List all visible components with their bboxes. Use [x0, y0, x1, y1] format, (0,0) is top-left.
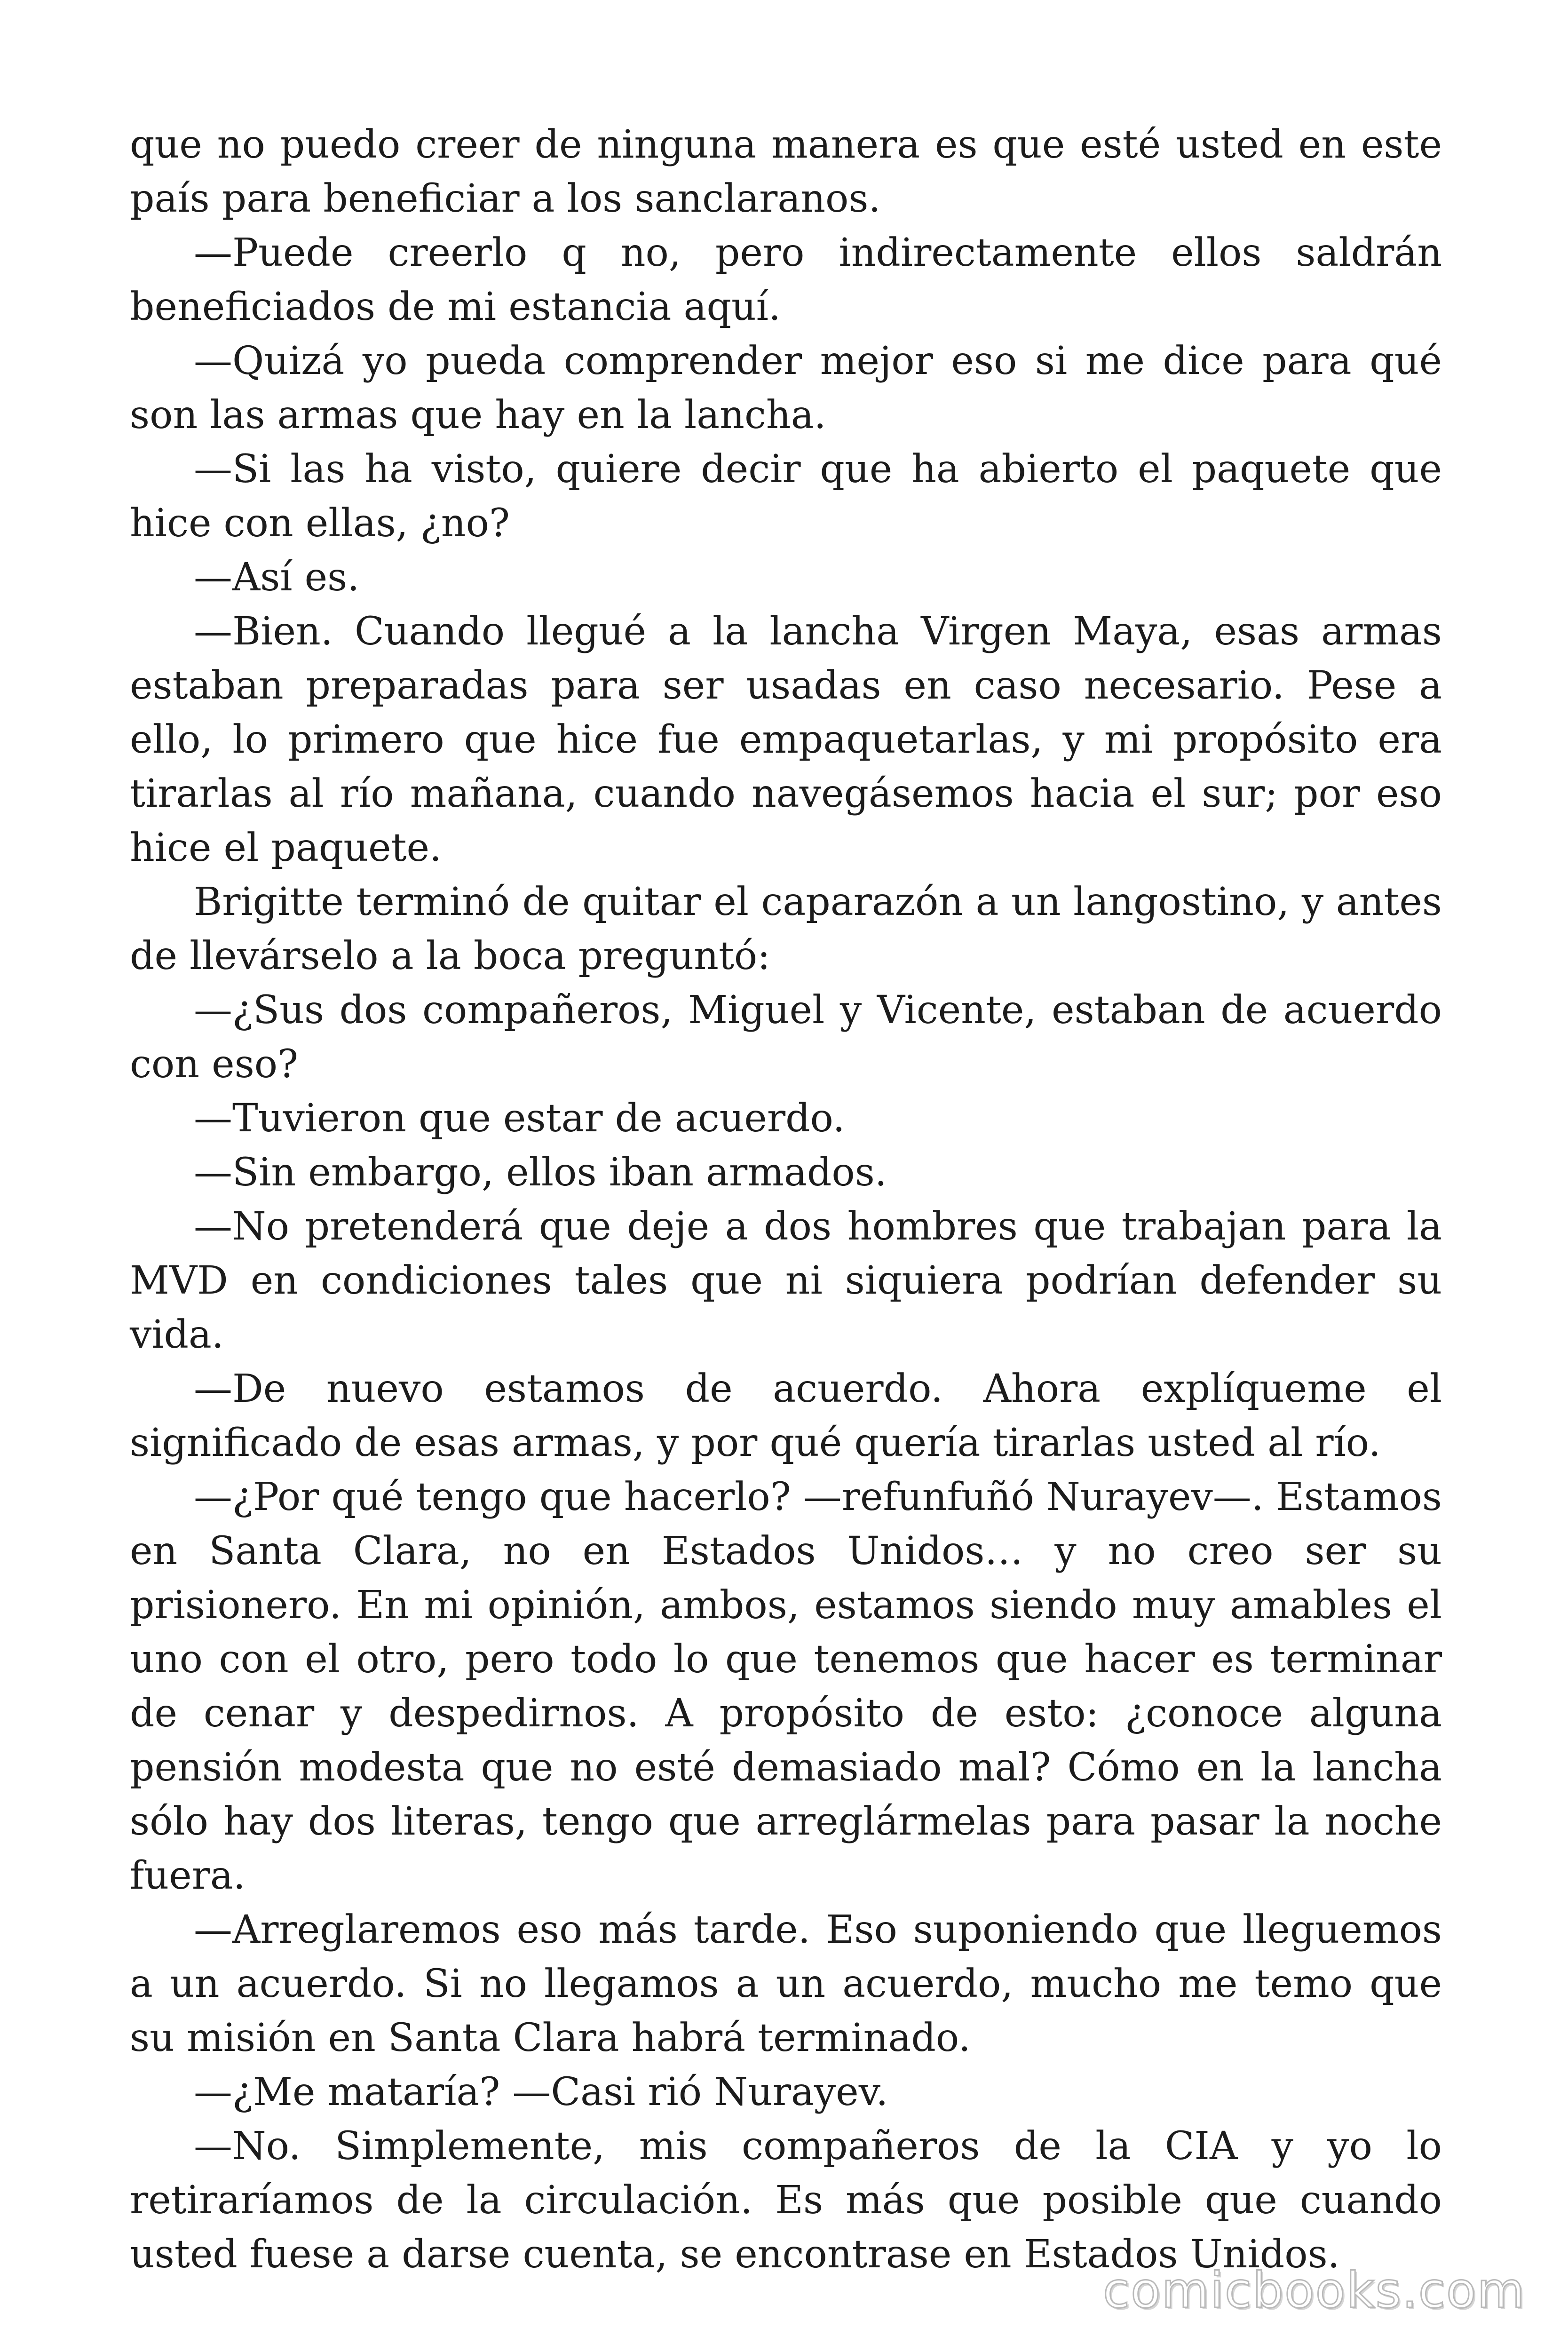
dialogue-paragraph: —¿Me mataría? —Casi rió Nurayev.: [194, 2070, 888, 2114]
watermark-logo: comicbooks.com: [1102, 2262, 1526, 2319]
dialogue-paragraph: —Sin embargo, ellos iban armados.: [194, 1150, 887, 1195]
dialogue-paragraph: —Si las ha visto, quiere decir que ha abierto el paquete que hice con ellas, ¿no?: [130, 447, 1442, 546]
dialogue-paragraph: —Tuvieron que estar de acuerdo.: [194, 1096, 845, 1141]
dialogue-paragraph: —No pretenderá que deje a dos hombres que trabajan para la MVD en condiciones tales que ni siquiera podrían defender su vida.: [130, 1204, 1442, 1357]
paragraph-continued: que no puedo creer de ninguna manera es que esté usted en este país para beneficiar a los sanclaranos.: [130, 122, 1442, 221]
dialogue-paragraph: —¿Sus dos compañeros, Miguel y Vicente, estaban de acuerdo con eso?: [130, 988, 1442, 1087]
dialogue-paragraph: —Bien. Cuando llegué a la lancha Virgen Maya, esas armas estaban preparadas para ser usadas en caso necesario. Pese a ello, lo primero que hice fue empaquetarlas, y mi propósito era tirarlas al río mañana, cuando navegásemos hacia el sur; por eso hice el paquete.: [130, 609, 1442, 870]
dialogue-paragraph: —Así es.: [194, 555, 360, 600]
dialogue-paragraph: —De nuevo estamos de acuerdo. Ahora explíqueme el significado de esas armas, y por qué quería tirarlas usted al río.: [130, 1367, 1442, 1465]
body-text: [130, 118, 1442, 2281]
dialogue-paragraph: —Puede creerlo q no, pero indirectamente ellos saldrán beneficiados de mi estancia aquí.: [130, 230, 1442, 329]
dialogue-paragraph: —¿Por qué tengo que hacerlo? —refunfuñó Nurayev—. Estamos en Santa Clara, no en Estados Unidos… y no creo ser su prisionero. En mi opinión, ambos, estamos siendo muy amables el uno con el otro, pero todo lo que tenemos que hacer es terminar de cenar y despedirnos. A propósito de esto: ¿conoce alguna pensión modesta que no esté demasiado mal? Cómo en la lancha sólo hay dos literas, tengo que arreglármelas para pasar la noche fuera.: [130, 1475, 1442, 1898]
dialogue-paragraph: —Arreglaremos eso más tarde. Eso suponiendo que lleguemos a un acuerdo. Si no llegamos a un acuerdo, mucho me temo que su misión en Santa Clara habrá terminado.: [130, 1907, 1442, 2060]
narration-paragraph: Brigitte terminó de quitar el caparazón a un langostino, y antes de llevárselo a la boca preguntó:: [130, 880, 1442, 978]
dialogue-paragraph: —No. Simplemente, mis compañeros de la CIA y yo lo retiraríamos de la circulación. Es más que posible que cuando usted fuese a darse cuenta, se encontrase en Estados Unidos.: [130, 2124, 1442, 2277]
dialogue-paragraph: —Quizá yo pueda comprender mejor eso si me dice para qué son las armas que hay en la lancha.: [130, 339, 1442, 437]
